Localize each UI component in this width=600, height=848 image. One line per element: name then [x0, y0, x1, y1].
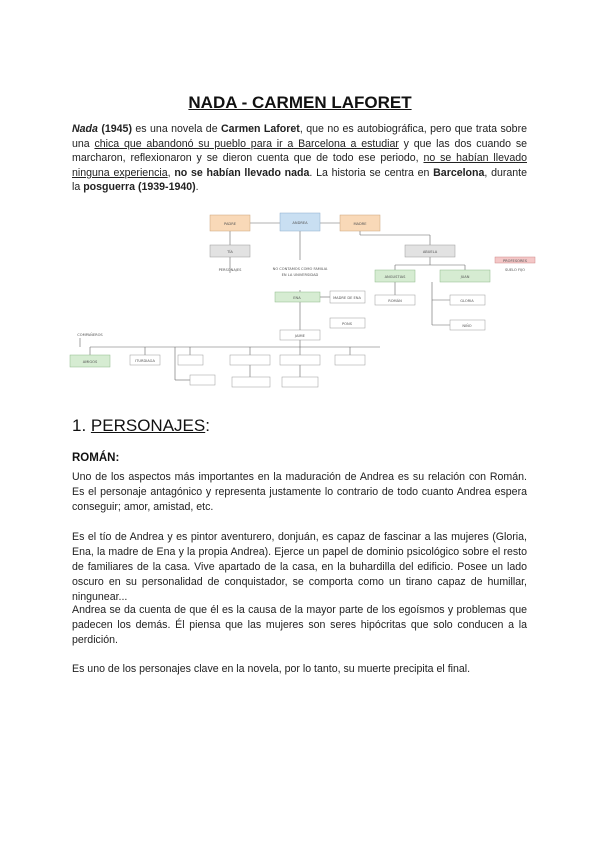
intro-text: y que las dos cuando se marcharon, reflexionaron y se dieron cuenta que de todo ese periodo, [72, 137, 528, 165]
section-colon: : [205, 416, 210, 435]
intro-novel-name: Nada [72, 123, 98, 135]
intro-bold-nada: no se habían llevado nada [174, 166, 310, 179]
intro-text: , durante la [72, 166, 528, 194]
intro-year: (1945) [97, 123, 132, 135]
label-amigos: AMIGOS [82, 360, 98, 364]
section-number: 1. [72, 416, 91, 435]
intro-underline-1: chica que abandonó su pueblo para ir a Barcelona a estudiar [94, 137, 399, 150]
label-compañeros: COMPAÑEROS [77, 333, 103, 337]
label-madre: MADRE [353, 222, 367, 226]
intro-paragraph [72, 122, 527, 195]
label-ena: ENA [293, 296, 301, 300]
box-a6 [232, 377, 270, 387]
label-madre-ena: MADRE DE ENA [333, 296, 361, 300]
label-pons: PONS [342, 322, 352, 326]
intro-period: posguerra (1939-1940) [83, 181, 196, 194]
roman-paragraph-1: Uno de los aspectos más importantes en la maduración de Andrea es su relación con Román. Es el personaje antagónico y representa justamente lo contrario de todo cuanto Andrea espera conseguir; amor, amistad, etc. [72, 471, 527, 513]
label-juan: JUAN [460, 275, 470, 279]
roman-paragraph-2: Es el tío de Andrea y es pintor aventurero, donjuán, es capaz de fascinar a las mujeres (Gloria, Ena, la madre de Ena y la propia Andrea). Ejerce un papel de dominio psicológico sobre el resto de familiares de la casa. Vive apartado de la casa, en la buhardilla del edificio. Posee un lado oscuro en su personalidad de conquistador, se comporta como un tirano capaz de humillar, ningunear... [72, 531, 527, 603]
intro-text: es una novela de [131, 123, 222, 135]
label-roman: ROMÁN [388, 299, 402, 303]
roman-paragraph-4: Es uno de los personajes clave en la novela, por lo tanto, su muerte precipita el final. [72, 663, 471, 675]
label-tia-left: TÍA [227, 250, 233, 254]
intro-underline-2: no se habían llevado ninguna experiencia [72, 152, 527, 179]
box-a3 [280, 355, 320, 365]
label-note-left: NO CONTAMOS COMO FAMILIA [272, 267, 328, 271]
box-a4 [335, 355, 365, 365]
label-andrea: ANDREA [292, 221, 308, 225]
box-a5 [190, 375, 215, 385]
intro-author: Carmen Laforet [221, 123, 300, 135]
intro-text: . La historia se centra en [309, 166, 434, 179]
intro-city: Barcelona [433, 166, 485, 179]
family-tree-diagram [60, 205, 540, 405]
roman-heading: ROMÁN: [72, 452, 120, 464]
label-angustias: ANGUSTIAS [384, 275, 406, 279]
box-a2 [230, 355, 270, 365]
label-iturdiaga: ITURDIAGA [135, 359, 155, 363]
label-nino: NIÑO [462, 324, 472, 328]
label-tia-left-note: PERSONAJES [218, 268, 242, 272]
intro-text: , que no es autobiográfica, pero que trata sobre una [72, 123, 527, 150]
label-red-note: PROFESORES [503, 259, 527, 263]
label-jaime: JAIME [295, 334, 305, 338]
section-heading-personajes [72, 416, 210, 436]
section-title: PERSONAJES [90, 416, 206, 435]
document-title: NADA - CARMEN LAFORET [188, 93, 412, 112]
label-red-note-sub: SUELO FIJO [504, 268, 526, 272]
label-abuela: ABUELA [422, 250, 438, 254]
intro-text: , [167, 166, 175, 179]
intro-text: . [195, 181, 199, 194]
box-a7 [282, 377, 318, 387]
label-padre: PADRE [224, 222, 236, 226]
roman-paragraph-3: Andrea se da cuenta de que él es la causa de la mayor parte de los egoísmos y problemas que padecen los demás. Él piensa que las mujeres son seres hipócritas que solo conducen a la perdición. [72, 604, 527, 646]
label-extra3: EN LA UNIVERSIDAD [281, 273, 319, 277]
label-gloria: GLORIA [460, 299, 474, 303]
box-a1 [178, 355, 203, 365]
